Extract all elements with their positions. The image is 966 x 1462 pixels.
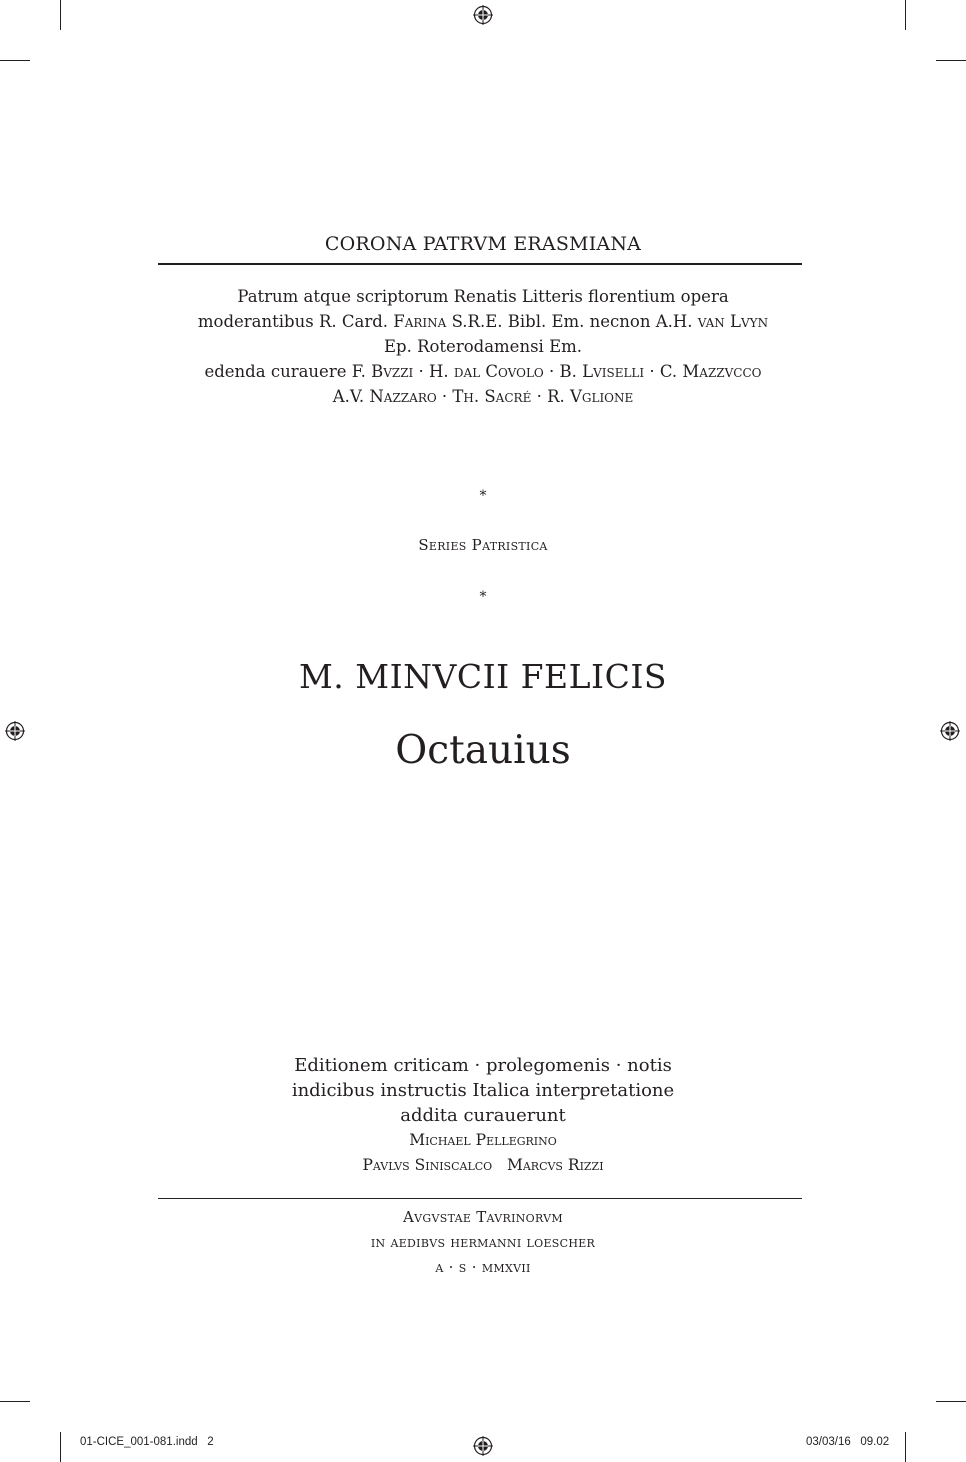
editors-line-4-prefix: edenda curauere F.	[204, 362, 372, 381]
registration-mark-bottom-icon	[473, 1436, 493, 1456]
header-rule	[158, 263, 802, 265]
imprint-rule	[158, 1198, 802, 1199]
crop-mark-bottom-left-v	[60, 1432, 61, 1462]
edition-line-3: addita curauerunt	[400, 1105, 566, 1126]
editors-line-5: A.V. Nazzaro · Th. Sacré · R. Vglione	[332, 387, 634, 406]
edition-line-2: indicibus instructis Italica interpretatione	[291, 1080, 675, 1101]
editors-line-2	[0, 309, 966, 334]
edition-line-1: Editionem criticam · prolegomenis · notis	[294, 1055, 672, 1076]
subseries-title: Series Patristica	[418, 536, 548, 554]
editor-name-van-lvyn: van Lvyn	[697, 312, 769, 331]
series-title: CORONA PATRVM ERASMIANA	[324, 233, 642, 255]
edition-editor-2: Pavlvs Siniscalco Marcvs Rizzi	[362, 1156, 604, 1174]
crop-mark-bottom-left-h	[0, 1401, 30, 1402]
work-title: Octauius	[395, 728, 571, 773]
editor-name-farina: Farina	[393, 312, 447, 331]
crop-mark-bottom-right-v	[905, 1432, 906, 1462]
crop-mark-top-right-v	[905, 0, 906, 30]
separator-star-2: *	[479, 589, 487, 605]
edition-editor-1: Michael Pellegrino	[409, 1131, 557, 1149]
imprint-year: a · s · mmxvii	[435, 1258, 531, 1276]
imprint-block	[0, 1205, 966, 1280]
editors-line-3: Ep. Roterodamensi Em.	[383, 337, 583, 356]
crop-mark-top-left-h	[0, 60, 30, 61]
editors-block	[0, 284, 966, 409]
crop-mark-top-left-v	[60, 0, 61, 30]
registration-mark-top-icon	[473, 5, 493, 25]
imprint-place: Avgvstae Tavrinorvm	[403, 1208, 563, 1226]
slug-file: 01-CICE_001-081.indd 2	[80, 1436, 214, 1448]
editors-line-4-names: Bvzzi · H. dal Covolo · B. Lviselli · C. Mazzvcco	[371, 362, 762, 381]
imprint-publisher: in aedibvs hermanni loescher	[370, 1233, 596, 1251]
crop-mark-top-right-h	[936, 60, 966, 61]
editors-line-2-mid: S.R.E. Bibl. Em. necnon A.H.	[446, 312, 698, 331]
editors-line-4	[0, 359, 966, 384]
separator-star-1: *	[479, 488, 487, 504]
crop-mark-bottom-right-h	[936, 1401, 966, 1402]
slug-timestamp: 03/03/16 09.02	[806, 1436, 890, 1448]
author-name: M. MINVCII FELICIS	[299, 657, 667, 696]
edition-block	[0, 1053, 966, 1178]
editors-line-1: Patrum atque scriptorum Renatis Litteris florentium opera	[237, 287, 729, 306]
editors-line-2-prefix: moderantibus R. Card.	[197, 312, 394, 331]
